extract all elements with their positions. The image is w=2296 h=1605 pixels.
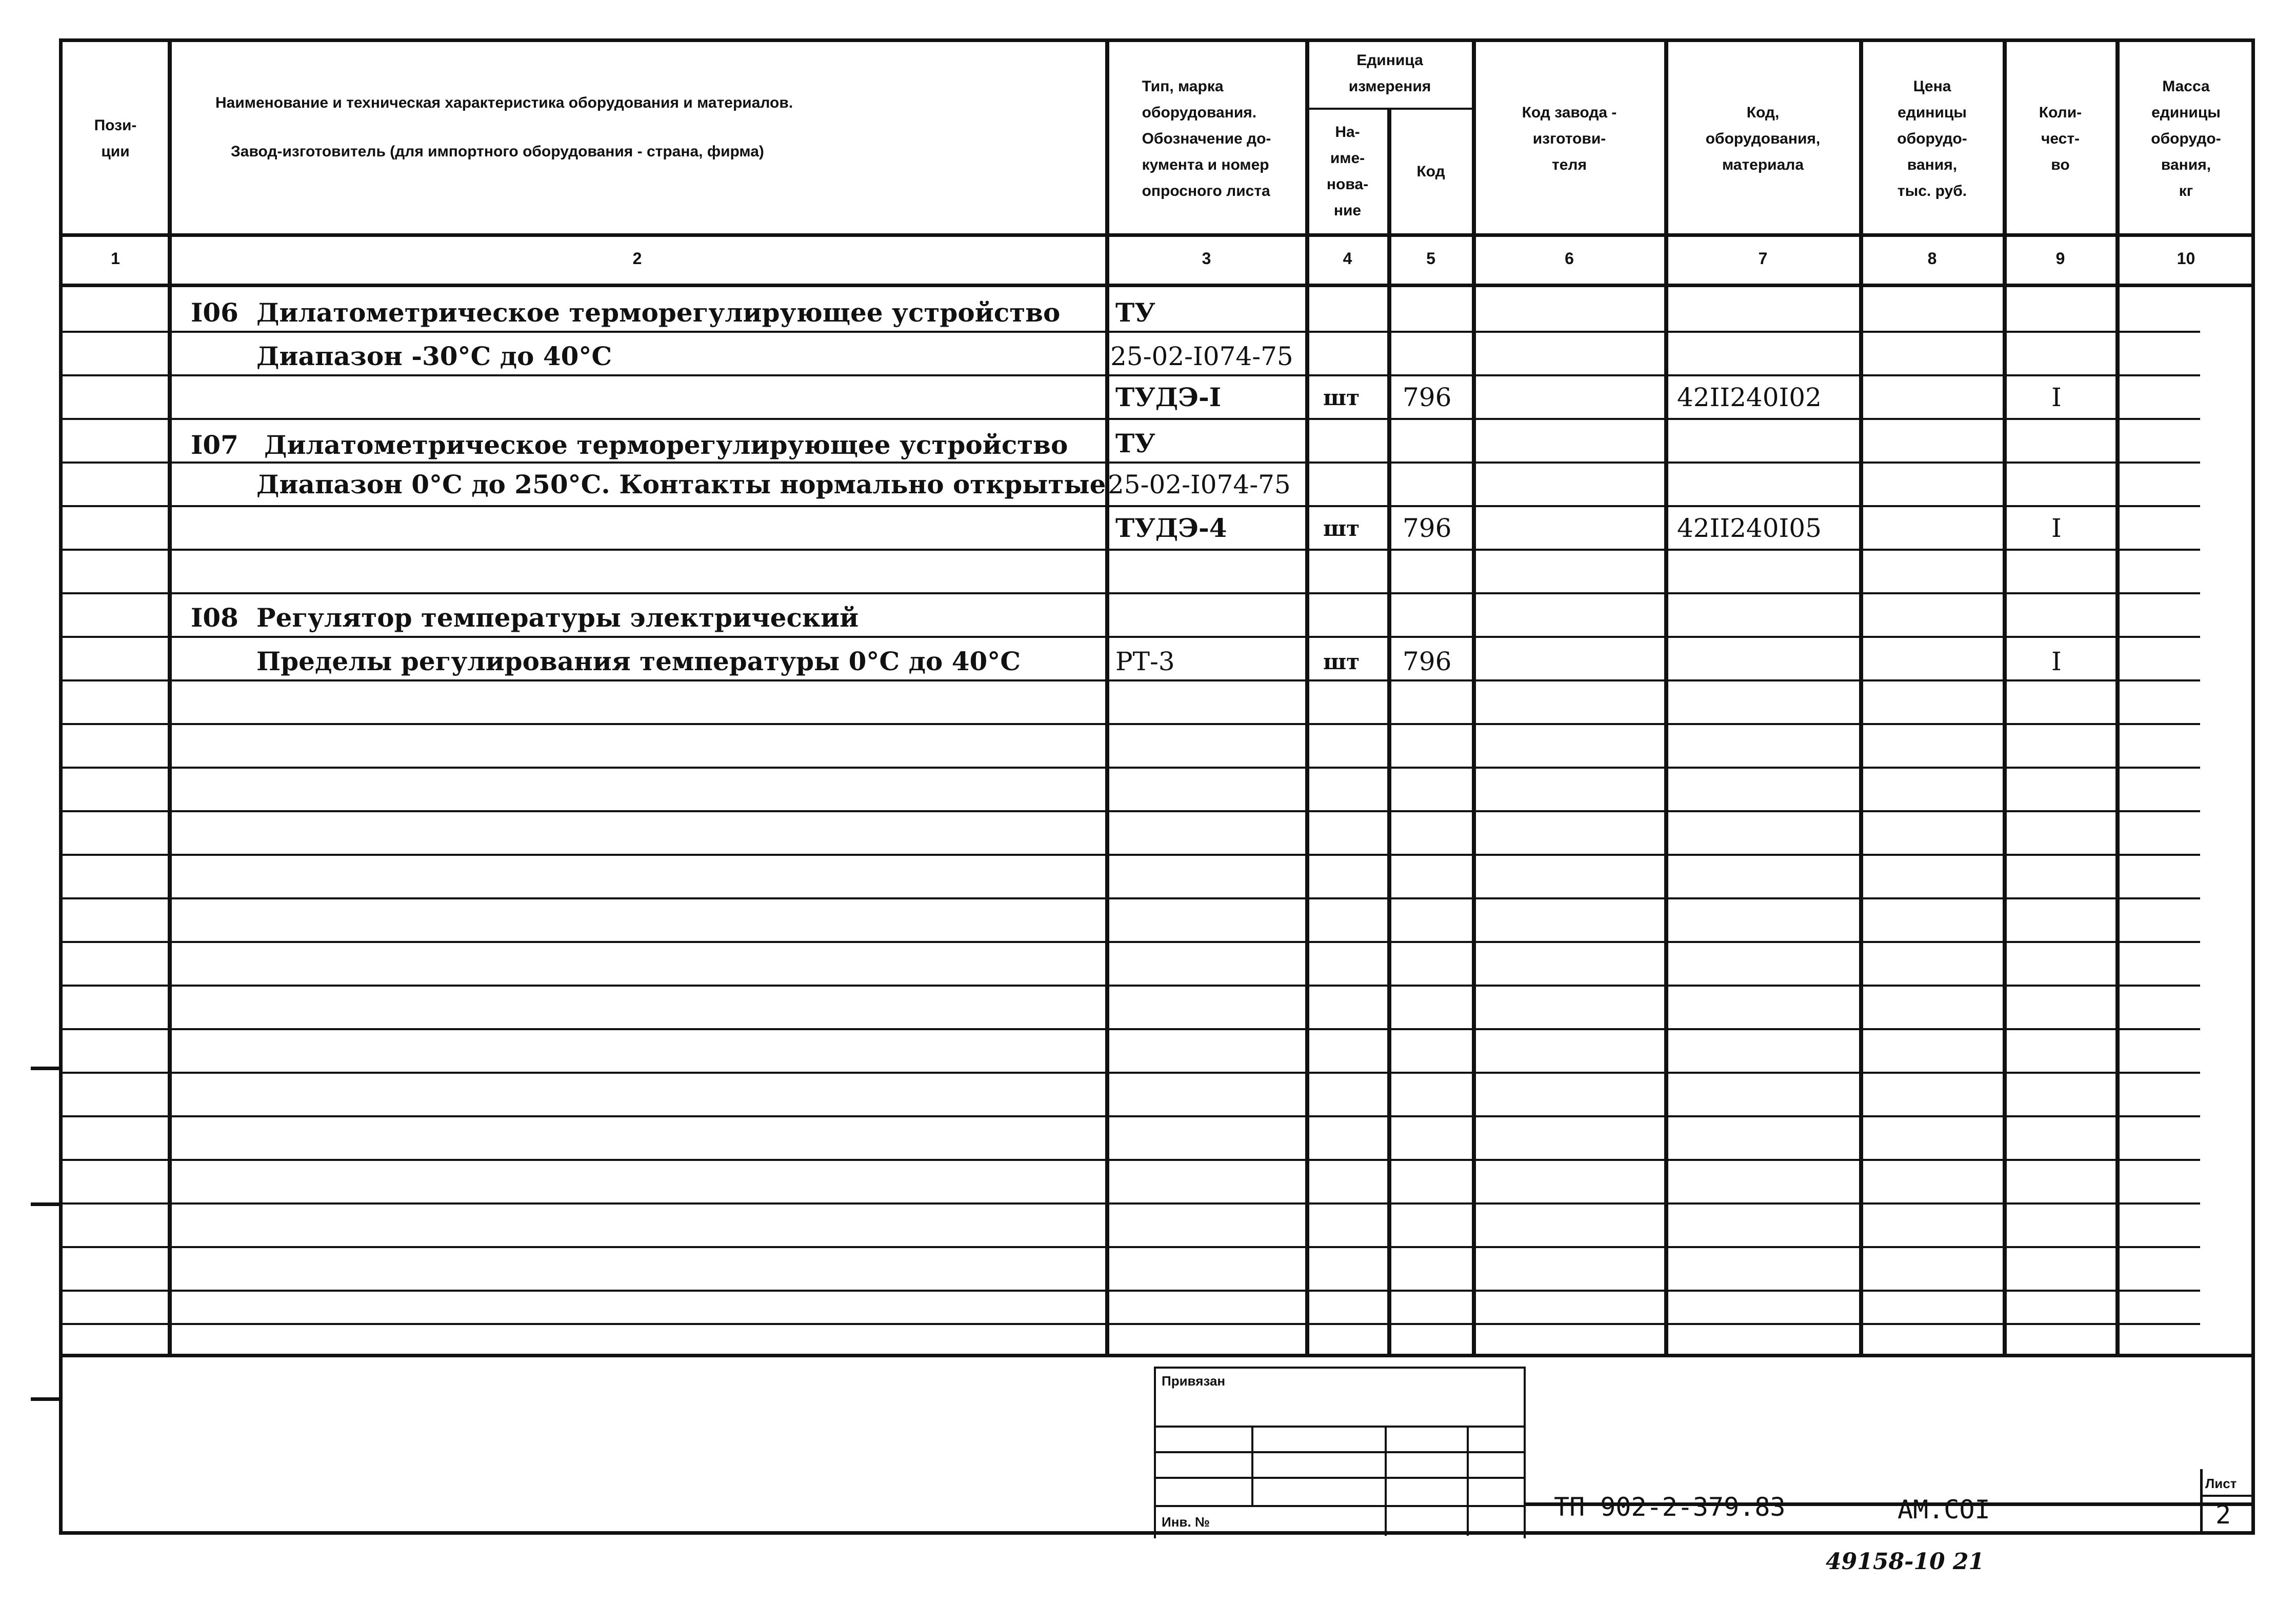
header-col-name-line1: Наименование и техническая характеристика оборудования и материалов. [215, 94, 793, 111]
margin-fold-mark [31, 1067, 62, 1070]
privyazan-line [1154, 1451, 1526, 1453]
privyazan-divider [1251, 1426, 1253, 1505]
item-material-code: 42II240I05 [1677, 513, 1822, 543]
position-number: I07 [191, 430, 238, 460]
document-code: ТП 902-2-379.83 [1554, 1492, 1786, 1522]
sheet-code: АМ.СОI [1898, 1495, 1990, 1524]
column-number: 2 [632, 249, 642, 268]
item-name: Регулятор температуры электрический [256, 603, 859, 633]
position-number: I06 [191, 297, 238, 328]
sheet-number: 2 [2215, 1500, 2231, 1530]
item-type: ТУДЭ-4 [1115, 513, 1227, 543]
privyazan-line [1154, 1477, 1526, 1479]
item-unit-code: 796 [1403, 513, 1452, 543]
margin-fold-mark [31, 1202, 62, 1206]
column-number: 8 [1927, 249, 1937, 268]
column-number: 3 [1202, 249, 1211, 268]
item-unit: шт [1323, 516, 1360, 541]
header-col-price: Цена единицы оборудо- вания, тыс. руб. [1897, 77, 1967, 199]
column-number-line [59, 284, 2255, 287]
item-name: Пределы регулирования температуры 0°С до 40°С [256, 646, 1021, 676]
item-name: Диапазон -30°С до 40°С [256, 341, 612, 371]
header-col-mass: Масса единицы оборудо- вания, кг [2151, 77, 2221, 199]
header-unit-group: Единица измерения [1348, 51, 1431, 95]
header-col-name-line2: Завод-изготовитель (для импортного оборудования - страна, фирма) [231, 143, 764, 160]
column-number: 1 [111, 249, 120, 268]
item-type: ТУ [1115, 428, 1155, 458]
header-col-unit-code: Код [1416, 163, 1445, 180]
column-number: 5 [1426, 249, 1435, 268]
item-unit-code: 796 [1403, 647, 1452, 676]
column-number: 4 [1343, 249, 1352, 268]
column-number: 9 [2055, 249, 2065, 268]
inventory-number-label: Инв. № [1162, 1514, 1210, 1530]
header-col-unit-name: На- име- нова- ние [1326, 124, 1369, 219]
column-number: 7 [1758, 249, 1768, 268]
position-number: I08 [191, 603, 238, 633]
item-name: Дилатометрическое терморегулирующее устройство [256, 297, 1061, 328]
item-name: Дилатометрическое терморегулирующее устройство [264, 430, 1068, 460]
header-col-positions: Пози- ции [94, 117, 137, 160]
table-bottom-line [59, 1354, 2255, 1357]
item-type: ТУ [1115, 297, 1155, 328]
item-type: 25-02-I074-75 [1110, 342, 1293, 371]
privyazan-line [1154, 1505, 1526, 1507]
header-col-type: Тип, марка оборудования. Обозначение до- кумента и номер опросного листа [1142, 77, 1271, 199]
header-col-material-code: Код, оборудования, материала [1705, 104, 1821, 173]
column-number: 6 [1565, 249, 1574, 268]
column-number: 10 [2177, 249, 2195, 268]
margin-fold-mark [31, 1397, 62, 1401]
item-name: Диапазон 0°С до 250°С. Контакты нормально открытые [256, 469, 1106, 499]
privyazan-line [1154, 1426, 1526, 1428]
header-col-quantity: Коли- чест- во [2039, 104, 2082, 173]
item-quantity: I [2051, 383, 2062, 412]
item-quantity: I [2051, 647, 2062, 676]
item-unit: шт [1323, 649, 1360, 674]
sheet-label: Лист [2205, 1476, 2237, 1491]
item-type: РТ-3 [1115, 647, 1175, 676]
item-type: 25-02-I074-75 [1108, 470, 1291, 499]
header-bottom-line [59, 233, 2255, 237]
privyazan-divider [1385, 1426, 1387, 1536]
sheet-box-line [2200, 1495, 2255, 1497]
item-unit: шт [1323, 385, 1360, 410]
item-unit-code: 796 [1403, 383, 1452, 412]
privyazan-divider [1467, 1426, 1469, 1536]
header-col-maker-code: Код завода - изготови- теля [1522, 104, 1617, 173]
item-type: ТУДЭ-I [1115, 382, 1222, 412]
privyazan-label: Привязан [1162, 1373, 1226, 1389]
item-quantity: I [2051, 513, 2062, 543]
handwritten-archive-number: 49158-10 21 [1826, 1549, 1985, 1575]
item-material-code: 42II240I02 [1677, 383, 1822, 412]
